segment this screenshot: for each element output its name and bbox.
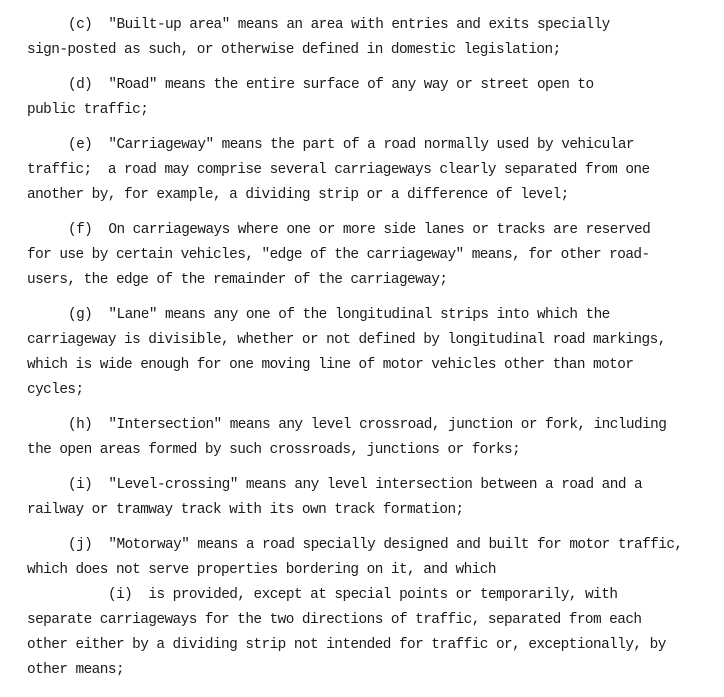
subclause-j-i-line-3: other either by a dividing strip not intended for traffic or, exceptionally, by — [27, 637, 666, 653]
subclause-j-i-line-1: (i) is provided, except at special points or temporarily, with — [108, 587, 618, 603]
definition-f-line-2: for use by certain vehicles, "edge of the carriageway" means, for other road- — [27, 247, 650, 263]
definition-c-line-1: (c) "Built-up area" means an area with entries and exits specially — [68, 17, 610, 33]
subclause-j-i-line-4: other means; — [27, 662, 125, 678]
definition-c-line-2: sign-posted as such, or otherwise defined in domestic legislation; — [27, 42, 561, 58]
definition-i-line-2: railway or tramway track with its own track formation; — [27, 502, 464, 518]
definition-f-line-3: users, the edge of the remainder of the carriageway; — [27, 272, 448, 288]
definition-f-line-1: (f) On carriageways where one or more side lanes or tracks are reserved — [68, 222, 651, 238]
definition-e-line-2: traffic; a road may comprise several carriageways clearly separated from one — [27, 162, 650, 178]
definition-d-line-2: public traffic; — [27, 102, 149, 118]
definition-i-line-1: (i) "Level-crossing" means any level intersection between a road and a — [68, 477, 643, 493]
definition-e-line-1: (e) "Carriageway" means the part of a road normally used by vehicular — [68, 137, 635, 153]
definition-h-line-1: (h) "Intersection" means any level crossroad, junction or fork, including — [68, 417, 667, 433]
definition-h-line-2: the open areas formed by such crossroads, junctions or forks; — [27, 442, 521, 458]
definition-g-line-3: which is wide enough for one moving line of motor vehicles other than motor — [27, 357, 634, 373]
subclause-j-i-line-2: separate carriageways for the two directions of traffic, separated from each — [27, 612, 642, 628]
definition-g-line-2: carriageway is divisible, whether or not defined by longitudinal road markings, — [27, 332, 666, 348]
definition-g-line-4: cycles; — [27, 382, 84, 398]
definition-e-line-3: another by, for example, a dividing strip or a difference of level; — [27, 187, 569, 203]
definition-d-line-1: (d) "Road" means the entire surface of any way or street open to — [68, 77, 594, 93]
definition-j-line-2: which does not serve properties bordering on it, and which — [27, 562, 496, 578]
definition-g-line-1: (g) "Lane" means any one of the longitudinal strips into which the — [68, 307, 610, 323]
definition-j-line-1: (j) "Motorway" means a road specially designed and built for motor traffic, — [68, 537, 683, 553]
